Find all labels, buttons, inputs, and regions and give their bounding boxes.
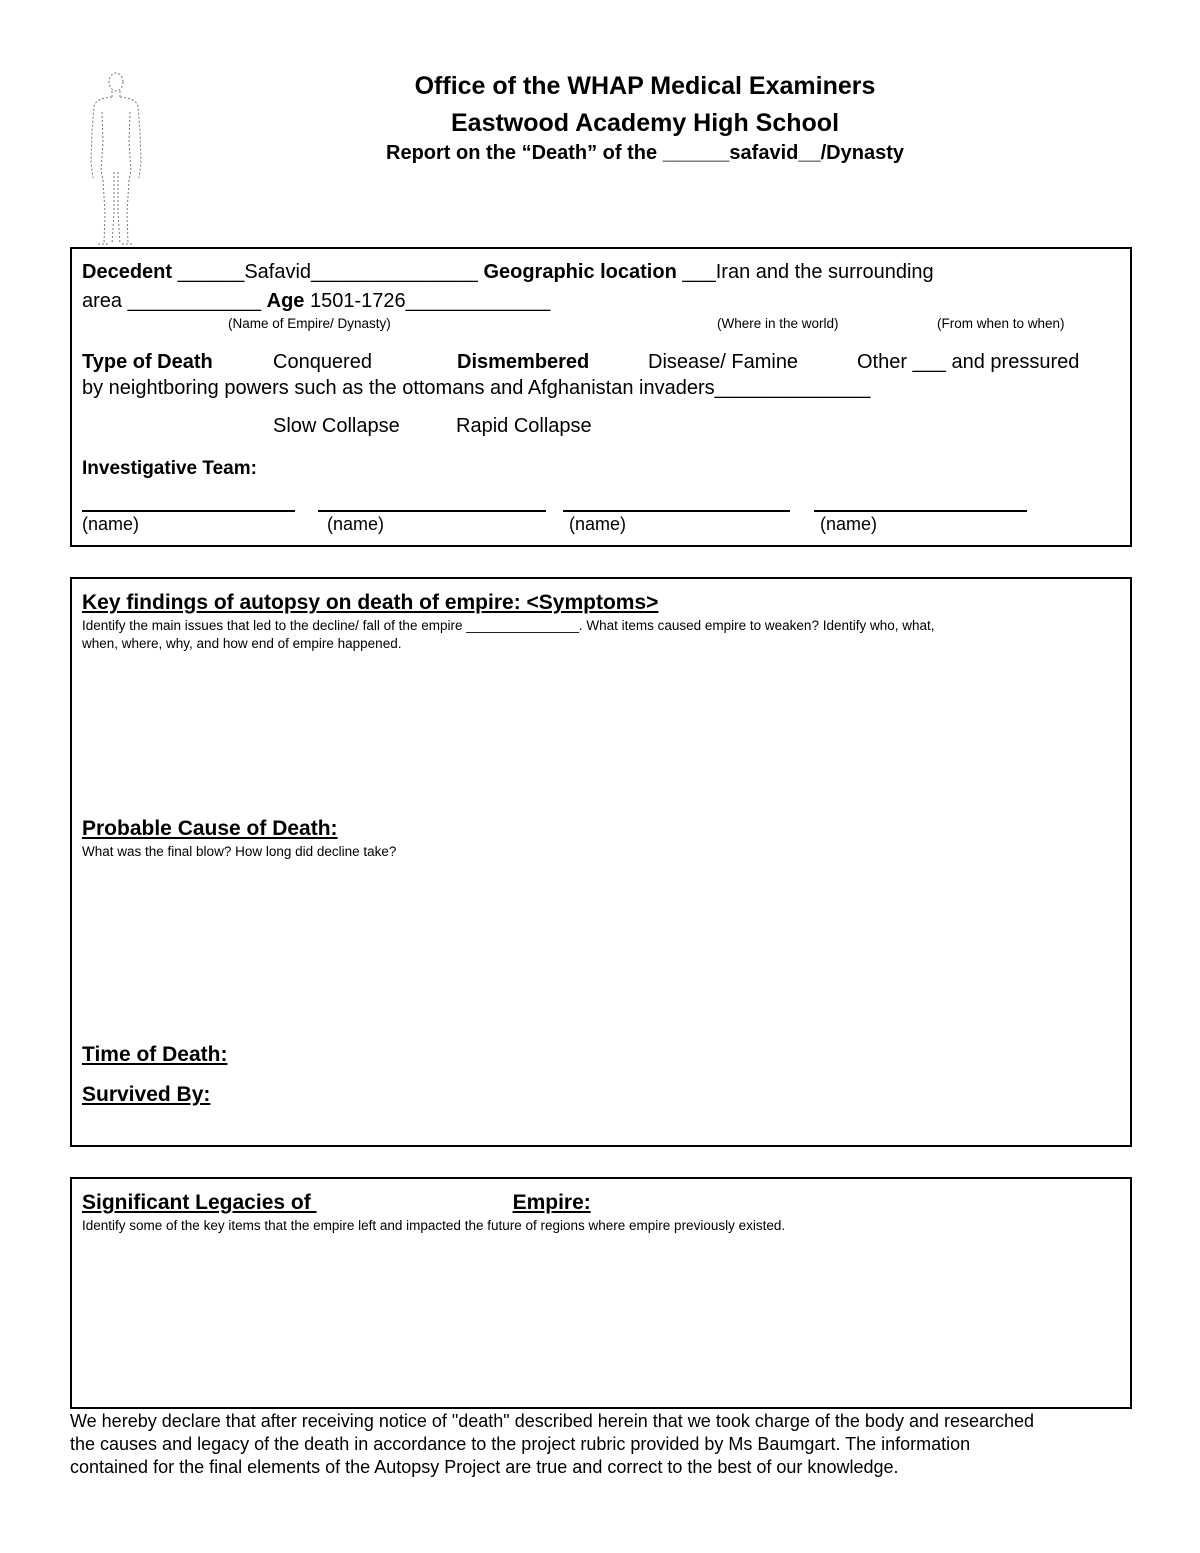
findings-instr-1: Identify the main issues that led to the decline/ fall of the empire _______________. What items caused empire to weaken? Identify who, what,	[82, 618, 935, 633]
age-field[interactable]: 1501-1726_____________	[304, 290, 551, 312]
declaration-line-3: contained for the final elements of the Autopsy Project are true and correct to the best of our knowledge.	[70, 1457, 899, 1477]
geo-label: Geographic location	[483, 261, 677, 283]
team-label: Investigative Team:	[82, 458, 257, 479]
name-hint-1: (name)	[82, 514, 140, 534]
hint-name: (Name of Empire/ Dynasty)	[228, 316, 391, 331]
legacies-instructions: Identify some of the key items that the empire left and impacted the future of regions where empire previously existed.	[82, 1218, 786, 1233]
name-hint-2: (name)	[327, 514, 385, 534]
findings-instr-2: when, where, why, and how end of empire happened.	[82, 636, 402, 651]
report-title	[0, 142, 1200, 165]
legacies-title	[82, 1191, 591, 1215]
school-title: Eastwood Academy High School	[450, 109, 840, 137]
decedent-label: Decedent	[82, 261, 173, 283]
option-dismembered[interactable]: Dismembered	[457, 351, 590, 373]
cause-title: Probable Cause of Death:	[82, 817, 338, 840]
time-of-death-title: Time of Death:	[82, 1043, 228, 1066]
name-line-2[interactable]	[318, 510, 546, 512]
report-suffix: /Dynasty	[820, 142, 904, 164]
option-slow-collapse[interactable]: Slow Collapse	[273, 415, 400, 437]
legacies-title-start: Significant Legacies of	[82, 1191, 317, 1214]
name-hint-3: (name)	[569, 514, 627, 534]
decedent-line	[82, 261, 934, 284]
findings-title: Key findings of autopsy on death of empire: <Symptoms>	[82, 591, 659, 614]
hint-where: (Where in the world)	[717, 316, 839, 331]
declaration-line-1: We hereby declare that after receiving notice of "death" described herein that we took charge of the body and researched	[70, 1411, 1035, 1431]
hint-when: (From when to when)	[937, 316, 1065, 331]
legacies-title-end: Empire:	[512, 1191, 591, 1214]
option-disease-famine[interactable]: Disease/ Famine	[648, 351, 799, 373]
name-hint-4: (name)	[820, 514, 878, 534]
area-age-line	[82, 290, 550, 313]
declaration	[70, 1410, 1190, 1479]
other-cont[interactable]: by neightboring powers such as the ottomans and Afghanistan invaders______________	[82, 377, 871, 399]
option-conquered[interactable]: Conquered	[273, 351, 372, 373]
name-line-4[interactable]	[814, 510, 1027, 512]
option-rapid-collapse[interactable]: Rapid Collapse	[456, 415, 592, 437]
decedent-field[interactable]: ______Safavid_______________	[172, 261, 484, 283]
name-line-1[interactable]	[82, 510, 295, 512]
age-label: Age	[266, 290, 305, 312]
findings-instructions	[82, 617, 1122, 653]
geo-field-cont[interactable]: area ____________	[82, 290, 267, 312]
report-empire-field[interactable]: ______safavid__	[662, 142, 821, 164]
cause-instructions: What was the final blow? How long did decline take?	[82, 844, 397, 859]
geo-field[interactable]: ___Iran and the surrounding	[676, 261, 934, 283]
legacies-empire-blank[interactable]	[317, 1208, 513, 1209]
legacies-answer-area[interactable]	[82, 1240, 1122, 1400]
cause-answer-area[interactable]	[82, 866, 1122, 1036]
office-title: Office of the WHAP Medical Examiners	[414, 72, 876, 100]
name-line-3[interactable]	[563, 510, 790, 512]
survived-by-title: Survived By:	[82, 1083, 211, 1106]
option-other[interactable]: Other ___ and pressured	[857, 351, 1080, 373]
death-type-label: Type of Death	[82, 351, 213, 373]
findings-answer-area[interactable]	[82, 660, 1122, 810]
report-prefix: Report on the “Death” of the	[386, 142, 663, 164]
declaration-line-2: the causes and legacy of the death in accordance to the project rubric provided by Ms Baumgart. The information	[70, 1434, 971, 1454]
